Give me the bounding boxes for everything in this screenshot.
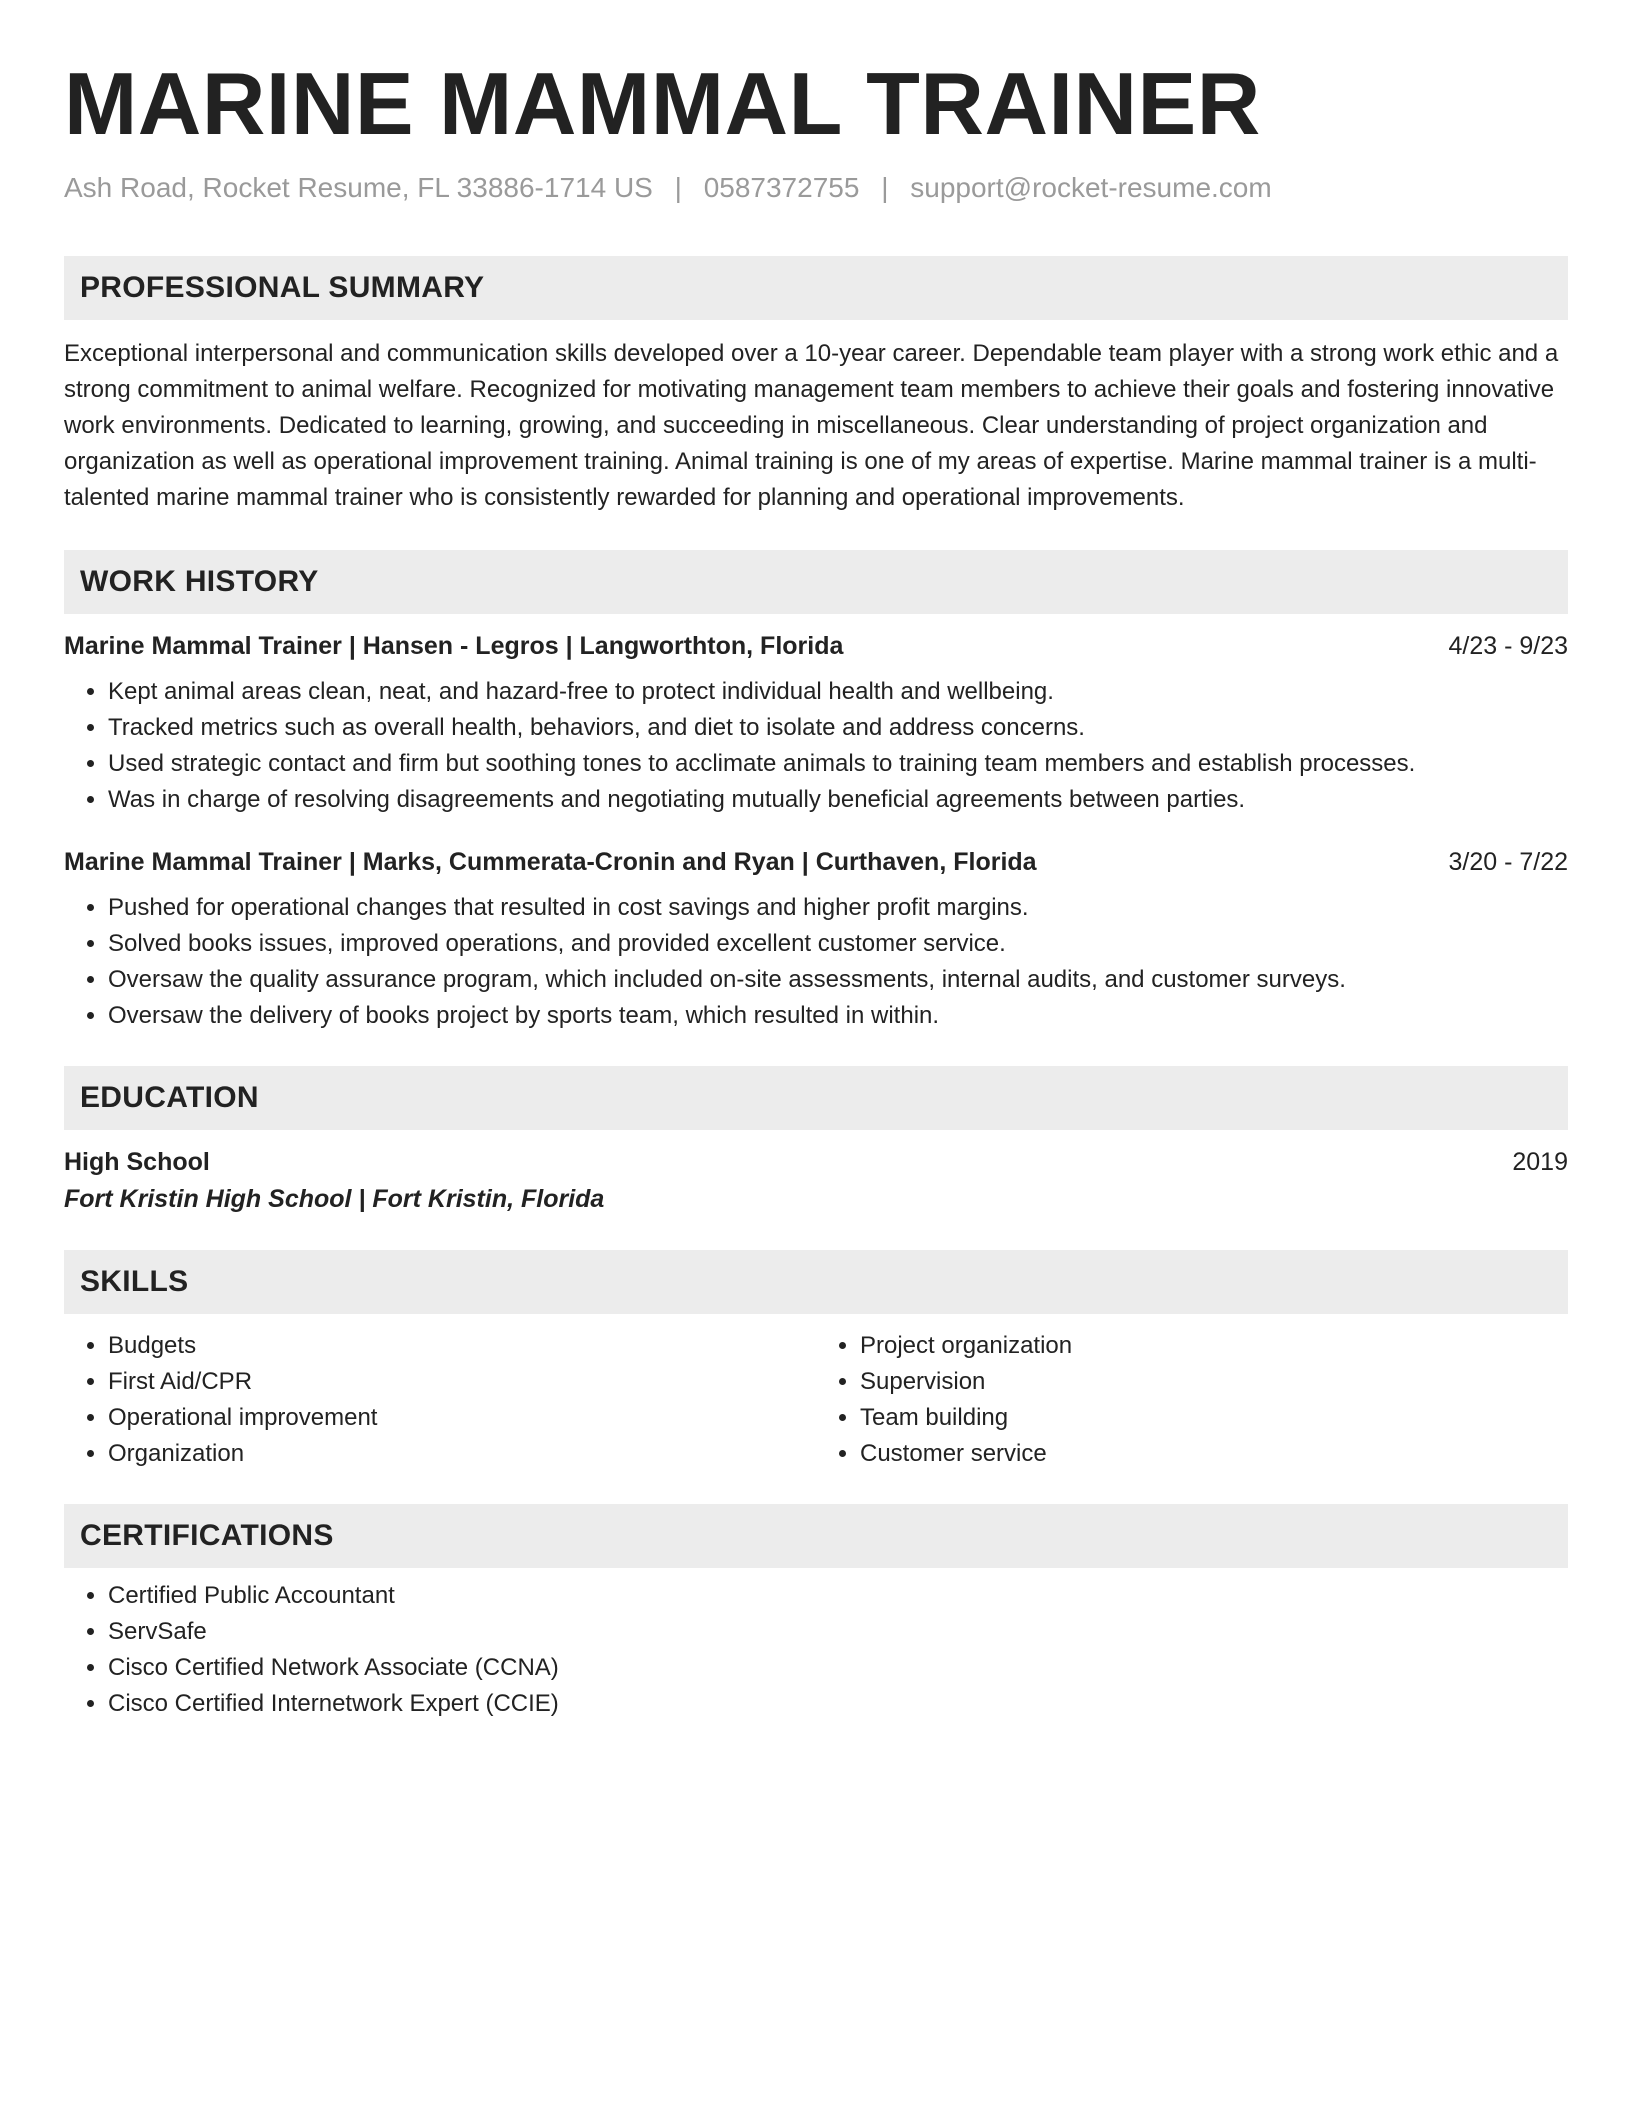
skills-column-left <box>64 1328 816 1472</box>
section-heading-skills: SKILLS <box>64 1250 1568 1314</box>
job-bullets <box>64 674 1568 818</box>
skill-item: • Operational improvement <box>108 1400 816 1436</box>
job-title: Marine Mammal Trainer | Hansen - Legros | Langworthton, Florida <box>64 632 844 660</box>
job-bullet: • Tracked metrics such as overall health, behaviors, and diet to isolate and address concerns. <box>108 710 1568 746</box>
job-dates: 4/23 - 9/23 <box>1448 632 1568 660</box>
contact-separator: | <box>674 172 682 203</box>
education-year: 2019 <box>1512 1148 1568 1176</box>
job-dates: 3/20 - 7/22 <box>1448 848 1568 876</box>
section-heading-education: EDUCATION <box>64 1066 1568 1130</box>
job-header <box>64 628 1568 664</box>
education-school: Fort Kristin High School | Fort Kristin, Florida <box>64 1185 605 1213</box>
certification-item: • Cisco Certified Internetwork Expert (CCIE) <box>108 1686 1568 1722</box>
job-bullet: • Kept animal areas clean, neat, and hazard-free to protect individual health and wellbeing. <box>108 674 1568 710</box>
skills-list <box>64 1328 816 1472</box>
skill-item: • Organization <box>108 1436 816 1472</box>
job-bullet: • Used strategic contact and firm but soothing tones to acclimate animals to training team members and establish processes. <box>108 746 1568 782</box>
skill-item: • Team building <box>860 1400 1568 1436</box>
candidate-name: MARINE MAMMAL TRAINER <box>64 54 1261 153</box>
job-title: Marine Mammal Trainer | Marks, Cummerata-Cronin and Ryan | Curthaven, Florida <box>64 848 1037 876</box>
certification-item: • Cisco Certified Network Associate (CCNA) <box>108 1650 1568 1686</box>
skills-grid <box>64 1328 1568 1472</box>
education-degree: High School <box>64 1148 210 1176</box>
certification-item: • ServSafe <box>108 1614 1568 1650</box>
skill-item: • Supervision <box>860 1364 1568 1400</box>
job-header <box>64 844 1568 880</box>
job-bullet: • Oversaw the delivery of books project by sports team, which resulted in within. <box>108 998 1568 1034</box>
contact-separator: | <box>881 172 889 203</box>
job-bullet: • Was in charge of resolving disagreements and negotiating mutually beneficial agreements between parties. <box>108 782 1568 818</box>
contact-address: Ash Road, Rocket Resume, FL 33886-1714 US <box>64 172 653 203</box>
job-bullet: • Oversaw the quality assurance program, which included on-site assessments, internal audits, and customer surveys. <box>108 962 1568 998</box>
contact-phone: 0587372755 <box>703 172 860 203</box>
skills-column-right <box>816 1328 1568 1472</box>
education-header <box>64 1144 1568 1180</box>
skill-item: • Budgets <box>108 1328 816 1364</box>
contact-line <box>64 170 1568 206</box>
job-bullets <box>64 890 1568 1034</box>
job-bullet: • Pushed for operational changes that resulted in cost savings and higher profit margins. <box>108 890 1568 926</box>
certification-item: • Certified Public Accountant <box>108 1578 1568 1614</box>
section-heading-summary: PROFESSIONAL SUMMARY <box>64 256 1568 320</box>
summary-text: Exceptional interpersonal and communication skills developed over a 10-year career. Dependable team player with a strong work ethic and a strong commitment to animal welfare. Recognized for motivating management team members to achieve their goals and fostering innovative work environments. Dedicated to learning, growing, and succeeding in miscellaneous. Clear understanding of project organization and organization as well as operational improvement training. Animal training is one of my areas of expertise. Marine mammal trainer is a multi-talented marine mammal trainer who is consistently rewarded for planning and operational improvements. <box>64 340 1559 511</box>
section-heading-certifications: CERTIFICATIONS <box>64 1504 1568 1568</box>
skill-item: • Project organization <box>860 1328 1568 1364</box>
certifications-list <box>64 1578 1568 1722</box>
skills-list <box>816 1328 1568 1472</box>
skill-item: • Customer service <box>860 1436 1568 1472</box>
skill-item: • First Aid/CPR <box>108 1364 816 1400</box>
section-heading-work-history: WORK HISTORY <box>64 550 1568 614</box>
contact-email: support@rocket-resume.com <box>910 172 1272 203</box>
job-bullet: • Solved books issues, improved operations, and provided excellent customer service. <box>108 926 1568 962</box>
